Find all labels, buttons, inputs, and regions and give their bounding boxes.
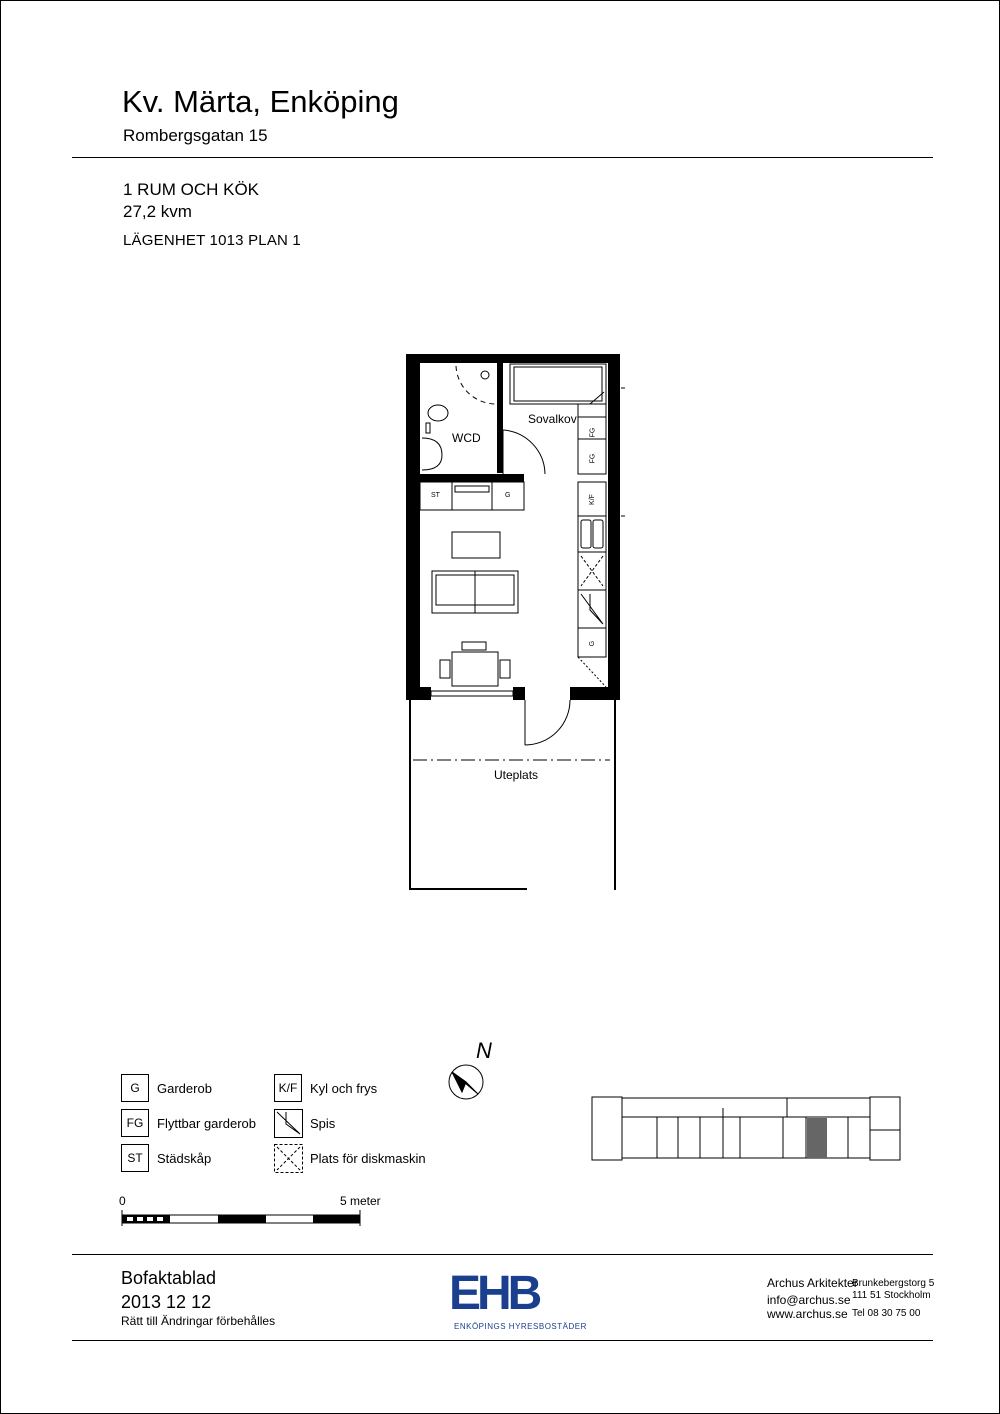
room-label-uteplats: Uteplats	[494, 768, 539, 782]
architect-email[interactable]: info@archus.se	[767, 1293, 851, 1307]
address: Rombergsgatan 15	[123, 126, 268, 145]
unit-number: LÄGENHET 1013 PLAN 1	[123, 232, 301, 249]
room-label-wcd: WCD	[452, 431, 481, 445]
cabinet-fg-1: FG	[589, 427, 597, 438]
footer-divider-top	[72, 1254, 933, 1255]
cabinet-fg-2: FG	[589, 453, 597, 464]
architect-phone: Tel 08 30 75 00	[852, 1308, 921, 1319]
legend-label-fg: Flyttbar garderob	[157, 1116, 256, 1131]
site-plan-highlight	[807, 1118, 827, 1158]
legend-label-st: Städskåp	[157, 1151, 212, 1166]
architect-web[interactable]: www.archus.se	[767, 1307, 848, 1321]
disclaimer: Rätt till Ändringar förbehålles	[121, 1314, 276, 1328]
legend-code-st: ST	[121, 1144, 149, 1172]
legend-label-kf: Kyl och frys	[310, 1081, 378, 1096]
architect-street: Brunkebergstorg 5	[852, 1278, 935, 1289]
cabinet-kf: K/F	[588, 494, 596, 505]
page-title: Kv. Märta, Enköping	[122, 84, 399, 119]
ehb-logo: EHB	[449, 1267, 539, 1320]
legend-code-g: G	[121, 1074, 149, 1102]
room-count: 1 RUM OCH KÖK	[123, 180, 260, 199]
legend-label-g: Garderob	[157, 1081, 212, 1096]
doc-date: 2013 12 12	[121, 1292, 212, 1312]
logo-subtitle: ENKÖPINGS HYRESBOSTÄDER	[454, 1322, 587, 1331]
legend-label-diskmaskin: Plats för diskmaskin	[310, 1151, 426, 1166]
scale-start: 0	[119, 1194, 126, 1208]
architect-name: Archus Arkitekter	[767, 1276, 858, 1290]
room-label-sovalkov: Sovalkov	[528, 412, 577, 426]
footer-divider-bottom	[72, 1340, 933, 1341]
legend-code-kf: K/F	[274, 1074, 302, 1102]
architect-city: 111 51 Stockholm	[852, 1290, 931, 1301]
doc-type: Bofaktablad	[121, 1268, 217, 1288]
scale-end: 5 meter	[340, 1194, 381, 1208]
legend-code-fg: FG	[121, 1109, 149, 1137]
cabinet-g-top: G	[505, 492, 511, 499]
north-label: N	[476, 1038, 492, 1063]
legend-label-spis: Spis	[310, 1116, 336, 1131]
apartment-area: 27,2 kvm	[123, 202, 192, 221]
cabinet-st: ST	[431, 492, 440, 499]
cabinet-g-bottom: G	[589, 640, 597, 647]
